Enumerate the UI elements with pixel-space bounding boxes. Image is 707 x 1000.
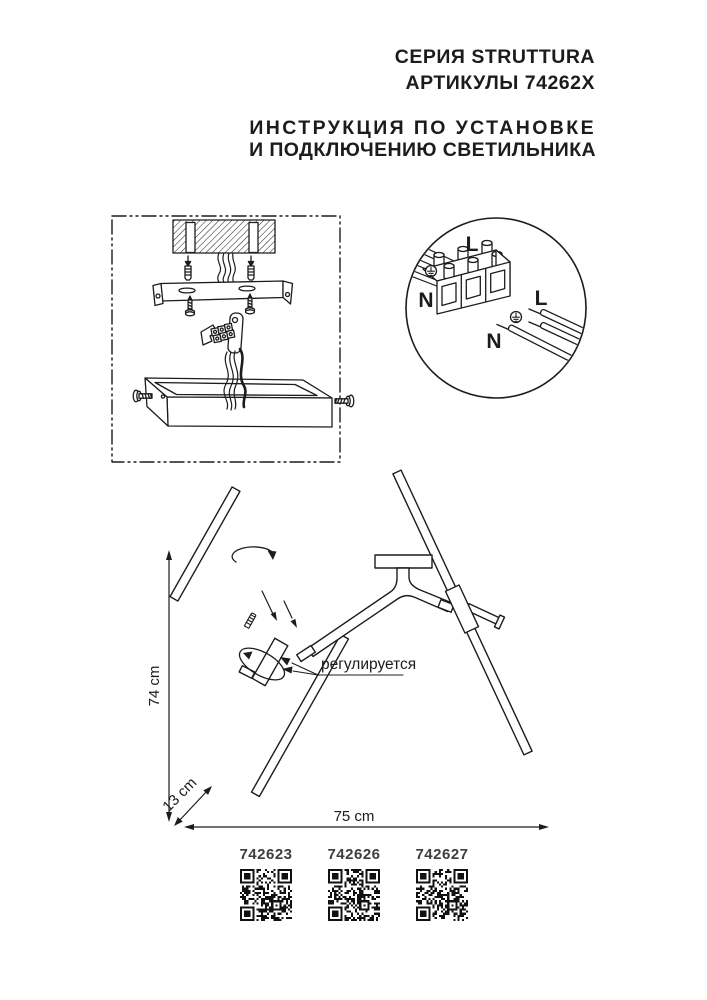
lamp-tube-detached (170, 487, 240, 601)
ground-icon (426, 266, 437, 277)
title-line-1: ИНСТРУКЦИЯ ПО УСТАНОВКЕ (249, 117, 596, 139)
series-title: СЕРИЯ STRUTTURA (394, 46, 595, 68)
grub-screw-icon (244, 613, 256, 629)
qr-item (328, 846, 380, 921)
dimension-height (146, 550, 172, 822)
ceiling-surface (173, 220, 275, 253)
page-title (249, 118, 596, 161)
title-line-2: И ПОДКЛЮЧЕНИЮ СВЕТИЛЬНИКА (249, 138, 596, 161)
canopy-box (145, 378, 332, 427)
insert-arrow-icon (262, 591, 297, 628)
width-label: 75 cm (333, 808, 375, 825)
articles-line: АРТИКУЛЫ 74262X (405, 71, 595, 94)
dimension-width (184, 808, 549, 830)
terminal-live-label: L (465, 233, 479, 256)
terminal-assembly (201, 313, 243, 354)
rotation-arrow-icon (232, 547, 276, 562)
qr-code (416, 869, 468, 921)
cable-neutral-label: N (486, 330, 502, 353)
canopy-screw-icon (335, 395, 354, 407)
adjustable-label: регулируется (321, 656, 417, 673)
qr-code (328, 869, 380, 921)
qr-item (240, 846, 292, 921)
qr-label: 742627 (415, 846, 469, 863)
qr-item (416, 846, 468, 921)
qr-code (240, 869, 292, 921)
fixture-diagram (140, 455, 580, 850)
wall-anchor-icon (185, 256, 191, 280)
cable-live-label: L (534, 287, 548, 310)
ground-icon (511, 312, 522, 323)
terminal-neutral-label: N (418, 289, 434, 312)
mounting-bracket (153, 281, 293, 306)
qr-row (240, 846, 468, 921)
wiring-inset (400, 210, 600, 410)
ceiling-plate (308, 555, 452, 657)
header (395, 45, 595, 96)
dimension-offset (159, 774, 212, 826)
wall-anchor-icon (248, 256, 254, 280)
mounting-diagram (105, 200, 350, 470)
qr-label: 742623 (239, 846, 293, 863)
offset-label: 13 cm (159, 774, 201, 816)
qr-label: 742626 (327, 846, 381, 863)
height-label: 74 cm (146, 665, 163, 707)
